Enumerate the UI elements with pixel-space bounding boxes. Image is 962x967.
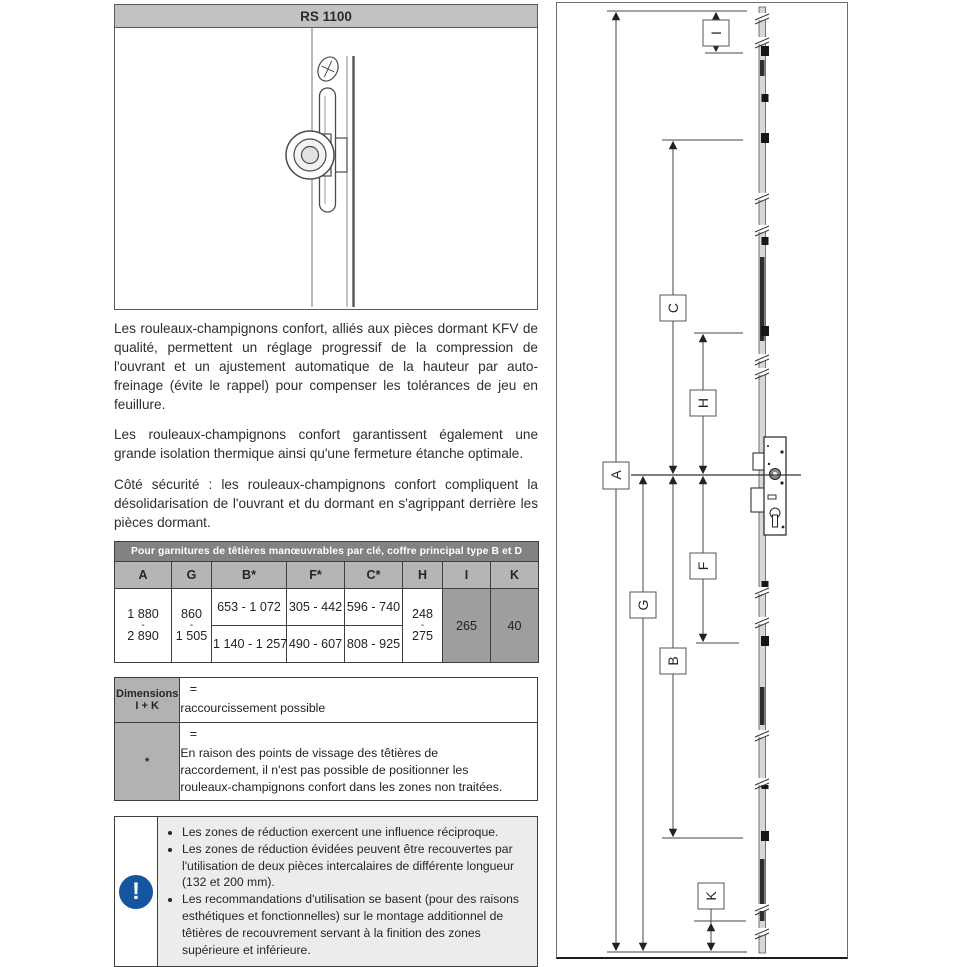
dimensions-table bbox=[114, 541, 539, 663]
legend-row-ik bbox=[115, 678, 538, 723]
info-bullet: • Les recommandations d'utilisation se basent (pour des raisons esthétiques et fonctionnelles) sur le montage additionnel de têtières de recouvrement servant à la finition des zones supérieure et inférieure. bbox=[182, 891, 529, 958]
dim-label-a bbox=[603, 462, 629, 489]
legend-text-ik: raccourcissement possible bbox=[180, 701, 326, 715]
svg-text:B: B bbox=[665, 656, 681, 666]
col-header-c: C* bbox=[345, 562, 403, 589]
product-drawing bbox=[115, 28, 537, 307]
cell-h: 248 - 275 bbox=[403, 589, 443, 663]
lock-rail bbox=[751, 7, 786, 953]
dim-label-f bbox=[690, 553, 716, 579]
cell-c2: 808 - 925 bbox=[345, 626, 403, 663]
dim-label-g bbox=[630, 592, 656, 618]
legend-label-ik: Dimensions I + K bbox=[115, 678, 180, 723]
dim-label-b bbox=[660, 648, 686, 674]
col-header-h: H bbox=[403, 562, 443, 589]
col-header-a: A bbox=[115, 562, 172, 589]
legend-label-asterisk: * bbox=[115, 723, 180, 801]
cell-b2: 1 140 - 1 257 bbox=[212, 626, 287, 663]
roller-cam-drawing-svg bbox=[115, 28, 537, 307]
svg-text:K: K bbox=[703, 891, 719, 901]
left-column bbox=[114, 4, 538, 967]
svg-text:H: H bbox=[695, 397, 711, 409]
svg-text:F: F bbox=[695, 561, 711, 571]
col-header-f: F* bbox=[287, 562, 345, 589]
product-image-panel bbox=[114, 4, 538, 310]
dim-labels bbox=[603, 20, 729, 909]
col-header-i: I bbox=[443, 562, 491, 589]
equals-sign: = bbox=[189, 682, 198, 696]
cell-a: 1 880 - 2 890 bbox=[115, 589, 172, 663]
info-bullet: • Les zones de réduction évidées peuvent être recouvertes par l'utilisation de deux pièces intercalaires de différente longueur (132 et 200 mm). bbox=[182, 841, 529, 891]
table-title: Pour garnitures de têtières manœuvrables par clé, coffre principal type B et D bbox=[115, 542, 539, 562]
cell-f2: 490 - 607 bbox=[287, 626, 345, 663]
exclamation-icon: ! bbox=[119, 875, 153, 909]
info-bullet-list bbox=[182, 824, 529, 958]
svg-text:I: I bbox=[708, 31, 724, 35]
dim-label-h bbox=[690, 390, 716, 416]
info-icon-cell bbox=[115, 817, 158, 966]
dim-label-c bbox=[660, 295, 686, 321]
dim-label-i bbox=[703, 20, 729, 46]
equals-sign: = bbox=[189, 727, 198, 741]
col-header-b: B* bbox=[212, 562, 287, 589]
cell-b1: 653 - 1 072 bbox=[212, 589, 287, 626]
legend-row-asterisk bbox=[115, 723, 538, 801]
paragraph-intro: Les rouleaux-champignons confort, alliés aux pièces dormant KFV de qualité, permettent un réglage progressif de la compression de l'ouvrant et un ajustement automatique de la hauteur par auto-freinage (évite le rappel) pour compenser les tolérances de jeu en feuillure. bbox=[114, 321, 538, 412]
main-lock-case bbox=[751, 437, 786, 535]
svg-text:G: G bbox=[635, 599, 651, 611]
paragraph-security: Côté sécurité : les rouleaux-champignons confort compliquent la désolidarisation de l'ouvrant et du dormant en s'agrippant derrière les pièces dormant. bbox=[114, 477, 538, 530]
cell-g: 860 - 1 505 bbox=[172, 589, 212, 663]
cell-i: 265 bbox=[443, 589, 491, 663]
dimension-diagram-panel bbox=[556, 2, 848, 959]
product-title: RS 1100 bbox=[115, 5, 537, 28]
table-column-headers bbox=[115, 562, 539, 589]
table-row bbox=[115, 589, 539, 626]
col-header-g: G bbox=[172, 562, 212, 589]
paragraph-isolation: Les rouleaux-champignons confort garantissent également une grande isolation thermique ainsi qu'une fermeture étanche optimale. bbox=[114, 427, 538, 461]
col-header-k: K bbox=[491, 562, 539, 589]
legend-text-asterisk: En raison des points de vissage des têtières de raccordement, il n'est pas possible de positionner les rouleaux-champignons confort dans les zones non traitées. bbox=[180, 746, 503, 794]
cell-f1: 305 - 442 bbox=[287, 589, 345, 626]
cell-c1: 596 - 740 bbox=[345, 589, 403, 626]
dim-label-k bbox=[698, 883, 724, 909]
dimension-diagram-svg bbox=[557, 3, 847, 957]
info-box bbox=[114, 816, 538, 967]
info-bullet: • Les zones de réduction exercent une influence réciproque. bbox=[182, 824, 529, 841]
legend-table bbox=[114, 677, 538, 801]
svg-text:C: C bbox=[665, 302, 681, 314]
svg-text:A: A bbox=[608, 470, 624, 480]
cell-k: 40 bbox=[491, 589, 539, 663]
